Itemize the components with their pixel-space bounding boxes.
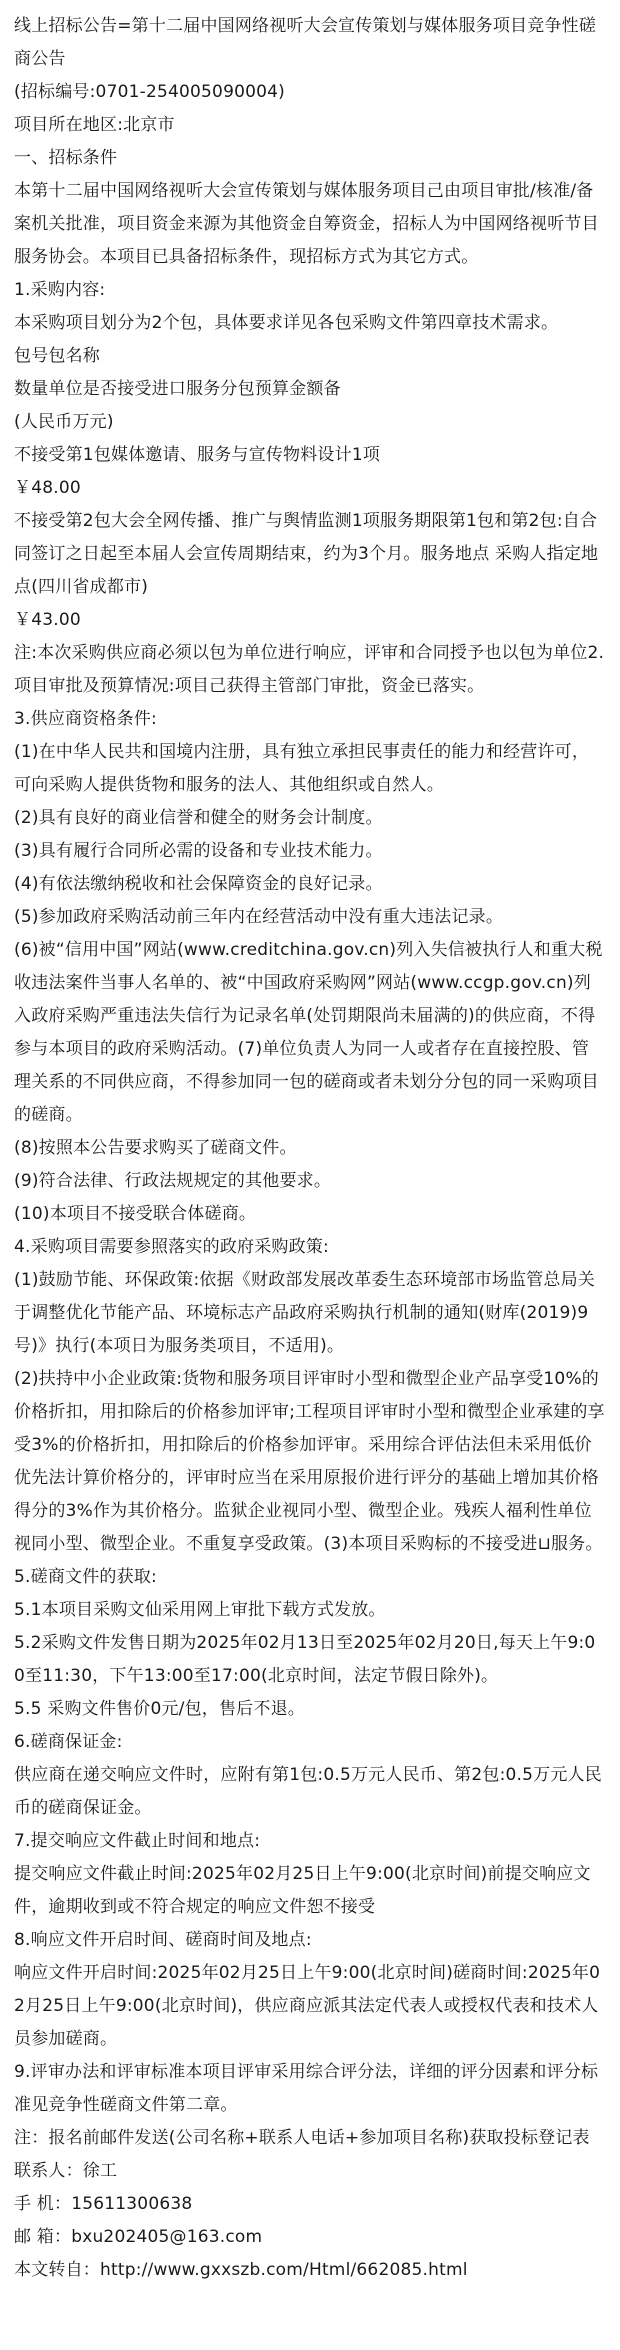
opening-time-heading: 8.响应文件开启时间、磋商时间及地点:: [14, 1930, 312, 1950]
contact-email: 邮 箱：bxu202405@163.com: [14, 2227, 263, 2247]
contact-person: 联系人：徐工: [14, 2161, 118, 2181]
project-region: 项目所在地区:北京市: [14, 115, 175, 135]
tender-conditions-text: 本第十二届中国网络视听大会宣传策划与媒体服务项目己由项目审批/核准/备案机关批准，项目资金来源为其他资金自筹资金，招标人为中国网络视听节目服务协会。本项目已具备招标条件，现招标方式为其它方式。: [14, 181, 599, 267]
qualification-item: (8)按照本公告要求购买了磋商文件。: [14, 1138, 297, 1158]
qualification-item: (10)本项目不接受联合体磋商。: [14, 1204, 257, 1224]
package-note: 注:本次采购供应商必须以包为单位进行响应，评审和合同授予也以包为单位2.项目审批及预算情况:项目己获得主管部门审批，资金已落实。: [14, 643, 605, 696]
deposit-heading: 6.磋商保证金:: [14, 1732, 123, 1752]
contact-phone: 手 机：15611300638: [14, 2194, 193, 2214]
submission-deadline-heading: 7.提交响应文件截止时间和地点:: [14, 1831, 261, 1851]
package-1-amount: ￥48.00: [14, 478, 81, 498]
qualification-item: (4)有依法缴纳税收和社会保障资金的良好记录。: [14, 874, 383, 894]
policy-item: (2)扶持中小企业政策:货物和服务项目评审时小型和微型企业产品享受10%的价格折扣，用扣除后的价格参加评审;工程项目评审时小型和微型企业承建的享受3%的价格折扣，用扣除后的价格参加评审。采用综合评估法但未采用低价优先法计算价格分的，评审时应当在采用原报价进行评分的基础上增加其价格得分的3%作为其价格分。监狱企业视同小型、微型企业。残疾人福利性单位视同小型、微型企业。不重复享受政策。(3)本项目采购标的不接受进⊔服务。: [14, 1369, 605, 1554]
document-acquisition-item: 5.1本项目采购文仙采用网上审批下载方式发放。: [14, 1600, 386, 1620]
source-url: 本文转自：http://www.gxxszb.com/Html/662085.html: [14, 2260, 468, 2280]
deposit-text: 供应商在递交响应文件时，应附有第1包:0.5万元人民币、第2包:0.5万元人民币的磋商保证金。: [14, 1765, 602, 1818]
qualification-item: (1)在中华人民共和国境内注册，具有独立承担民事责任的能力和经营许可，可向采购人提供货物和服务的法人、其他组织或自然人。: [14, 742, 590, 795]
registration-note: 注：报名前邮件发送(公司名称+联系人电话+参加项目名称)获取投标登记表: [14, 2128, 590, 2148]
package-2-row: 不接受第2包大会全网传播、推广与舆情监测1项服务期限第1包和第2包:自合同签订之日起至本届人会宣传周期结束，约为3个月。服务地点 采购人指定地点(四川省成都市): [14, 511, 599, 597]
document-acquisition-item: 5.5 采购文件售价0元/包，售后不退。: [14, 1699, 305, 1719]
section-heading-tender-conditions: 一、招标条件: [14, 148, 118, 168]
qualification-item: (6)被“信用中国”网站(www.creditchina.gov.cn)列入失信被执行人和重大税收违法案件当事人名单的、被“中国政府采购网”网站(www.ccgp.gov.cn)列入政府采购严重违法失信行为记录名单(处罚期限尚未届满的)的供应商，不得参与本项目的政府采购活动。(7)单位负责人为同一人或者存在直接控股、管理关系的不同供应商，不得参加同一包的磋商或者未划分分包的同一采购项目的磋商。: [14, 940, 603, 1125]
package-table-header: 包号包名称: [14, 346, 100, 366]
procurement-content-heading: 1.采购内容:: [14, 280, 106, 300]
opening-time-text: 响应文件开启时间:2025年02月25日上午9:00(北京时间)磋商时间:2025年02月25日上午9:00(北京时间)，供应商应派其法定代表人或授权代表和技术人员参加磋商。: [14, 1963, 601, 2049]
package-table-header: 数量单位是否接受进口服务分包预算金额备: [14, 379, 341, 399]
qualification-item: (2)具有良好的商业信誉和健全的财务会计制度。: [14, 808, 383, 828]
qualification-heading: 3.供应商资格条件:: [14, 709, 157, 729]
package-2-amount: ￥43.00: [14, 610, 81, 630]
qualification-item: (9)符合法律、行政法规规定的其他要求。: [14, 1171, 332, 1191]
qualification-item: (3)具有履行合同所必需的设备和专业技术能力。: [14, 841, 383, 861]
submission-deadline-text: 提交响应文件截止时间:2025年02月25日上午9:00(北京时间)前提交响应文件，逾期收到或不符合规定的响应文件恕不接受: [14, 1864, 591, 1917]
policy-heading: 4.采购项目需要参照落实的政府采购政策:: [14, 1237, 329, 1257]
notice-title: 线上招标公告=第十二届中国网络视听大会宣传策划与媒体服务项目竞争性磋商公告: [14, 16, 597, 69]
procurement-content-text: 本采购项目划分为2个包，具体要求详见各包采购文件第四章技术需求。: [14, 313, 559, 333]
package-table-header: (人民币万元): [14, 412, 114, 432]
evaluation-method-text: 9.评审办法和评审标准本项目评审采用综合评分法，详细的评分因素和评分标准见竞争性磋商文件第二章。: [14, 2062, 599, 2115]
qualification-item: (5)参加政府采购活动前三年内在经营活动中没有重大违法记录。: [14, 907, 504, 927]
tender-number: (招标编号:0701-254005090004): [14, 82, 285, 102]
policy-item: (1)鼓励节能、环保政策:依据《财政部发展改革委生态环境部市场监管总局关于调整优化节能产品、环境标志产品政府采购执行机制的通知(财库(2019)9号)》执行(本项日为服务类项目，不适用)。: [14, 1270, 596, 1356]
document-acquisition-item: 5.2采购文件发售日期为2025年02月13日至2025年02月20日,每天上午9:00至11:30，下午13:00至17:00(北京时间，法定节假日除外)。: [14, 1633, 596, 1686]
document-acquisition-heading: 5.磋商文件的获取:: [14, 1567, 157, 1587]
package-1-row: 不接受第1包媒体邀请、服务与宣传物料设计1项: [14, 445, 381, 465]
